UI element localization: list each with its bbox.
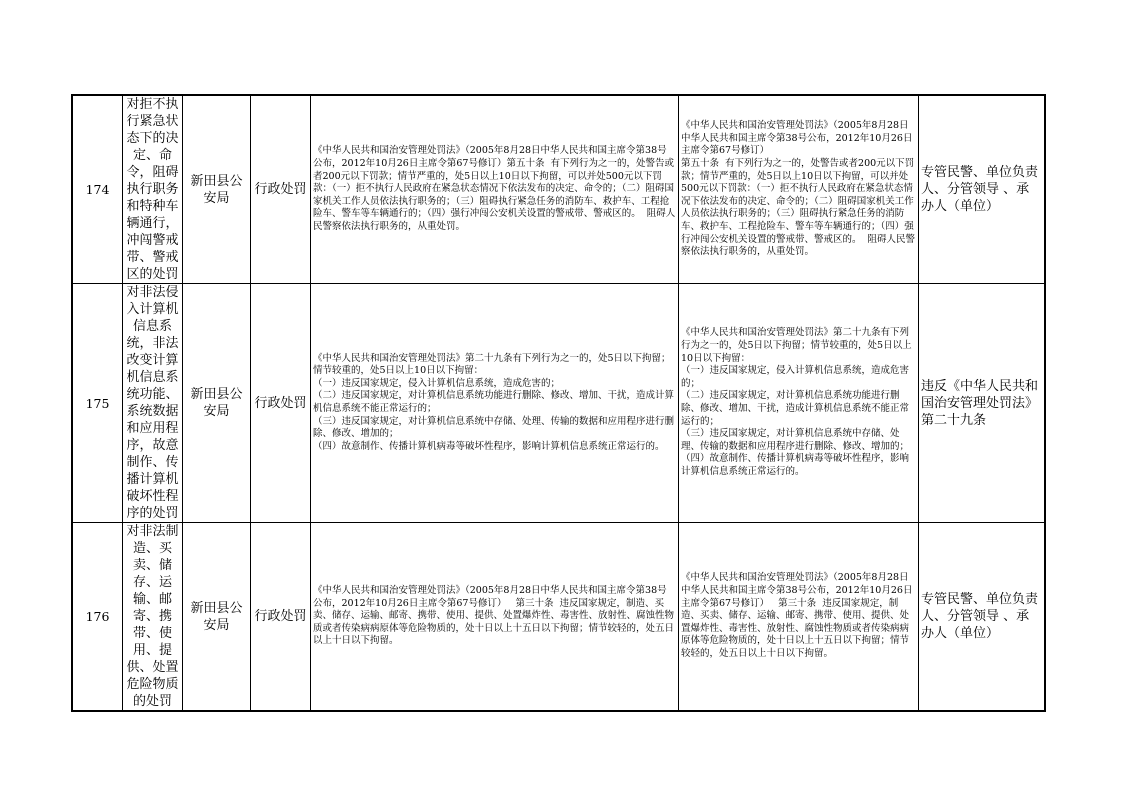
- legal-basis: 《中华人民共和国治安管理处罚法》（2005年8月28日中华人民共和国主席令第38号公布，2012年10月26日主席令第67号修订） 第三十条 违反国家规定，制造、买卖、储存、运输、邮寄、携带、使用、提供、处置爆炸性、毒害性、放射性、腐蚀性物质或者传染病病原体等危险物质的，处十日以上十五日以下拘留；情节较轻的，处五日以上十日以下拘留。: [311, 523, 679, 711]
- responsible-party: 违反《中华人民共和国治安管理处罚法》第二十九条: [919, 284, 1045, 523]
- table-row: [73, 96, 1045, 284]
- legal-basis: 《中华人民共和国治安管理处罚法》（2005年8月28日中华人民共和国主席令第38号公布，2012年10月26日主席令第67号修订）第五十条 有下列行为之一的，处警告或者200元以下罚款；情节严重的，处5日以上10日以下拘留，可以并处500元以下罚款：（一）拒不执行人民政府在紧急状态情况下依法发布的决定、命令的；（二）阻碍国家机关工作人员依法执行职务的；（三）阻碍执行紧急任务的消防车、救护车、工程抢险车、警车等车辆通行的；（四）强行冲闯公安机关设置的警戒带、警戒区的。 阻碍人民警察依法执行职务的，从重处罚。: [311, 96, 679, 284]
- table-row: [73, 523, 1045, 711]
- table-row: [73, 284, 1045, 523]
- row-number: 175: [73, 284, 123, 523]
- power-type: 行政处罚: [251, 284, 311, 523]
- responsible-party: 专管民警、单位负责人、分管领导 、承办人（单位）: [919, 96, 1045, 284]
- row-number: 174: [73, 96, 123, 284]
- legal-basis: 《中华人民共和国治安管理处罚法》第二十九条有下列行为之一的，处5日以下拘留；情节较重的，处5日以上10日以下拘留： （一）违反国家规定，侵入计算机信息系统，造成危害的； （二）违反国家规定，对计算机信息系统功能进行删除、修改、增加、干扰，造成计算机信息系统不能正常运行的； （三）违反国家规定，对计算机信息系统中存储、处理、传输的数据和应用程序进行删除、修改、增加的； （四）故意制作、传播计算机病毒等破坏性程序，影响计算机信息系统正常运行的。: [311, 284, 679, 523]
- penalty-standard: 《中华人民共和国治安管理处罚法》（2005年8月28日中华人民共和国主席令第38号公布，2012年10月26日主席令第67号修订） 第五十条 有下列行为之一的，处警告或者200元以下罚款；情节严重的，处5日以上10日以下拘留，可以并处500元以下罚款：（一）拒不执行人民政府在紧急状态情况下依法发布的决定、命令的；（二）阻碍国家机关工作人员依法执行职务的；（三）阻碍执行紧急任务的消防车、救护车、工程抢险车、警车等车辆通行的；（四）强行冲闯公安机关设置的警戒带、警戒区的。 阻碍人民警察依法执行职务的，从重处罚。: [679, 96, 919, 284]
- penalty-standard: 《中华人民共和国治安管理处罚法》（2005年8月28日中华人民共和国主席令第38号公布，2012年10月26日主席令第67号修订） 第三十条 违反国家规定，制造、买卖、储存、运输、邮寄、携带、使用、提供、处置爆炸性、毒害性、放射性、腐蚀性物质或者传染病病原体等危险物质的，处十日以上十五日以下拘留；情节较轻的，处五日以上十日以下拘留。: [679, 523, 919, 711]
- item-name: 对非法侵入计算机信息系统，非法改变计算机信息系统功能、系统数据和应用程序，故意制作、传播计算机破坏性程序的处罚: [123, 284, 183, 523]
- item-name: 对拒不执行紧急状态下的决定、命令，阻碍执行职务和特种车辆通行，冲闯警戒带、警戒区的处罚: [123, 96, 183, 284]
- penalty-table: [72, 95, 1045, 711]
- penalty-standard: 《中华人民共和国治安管理处罚法》第二十九条有下列行为之一的，处5日以下拘留；情节较重的，处5日以上10日以下拘留： （一）违反国家规定，侵入计算机信息系统，造成危害的； （二）违反国家规定，对计算机信息系统功能进行删除、修改、增加、干扰，造成计算机信息系统不能正常运行的； （三）违反国家规定，对计算机信息系统中存储、处理、传输的数据和应用程序进行删除、修改、增加的； （四）故意制作、传播计算机病毒等破坏性程序，影响计算机信息系统正常运行的。: [679, 284, 919, 523]
- responsible-party: 专管民警、单位负责人、分管领导 、承办人（单位）: [919, 523, 1045, 711]
- item-name: 对非法制造、买卖、储存、运输、邮寄、携带、使用、提供、处置危险物质的处罚: [123, 523, 183, 711]
- row-number: 176: [73, 523, 123, 711]
- department: 新田县公安局: [183, 96, 251, 284]
- department: 新田县公安局: [183, 523, 251, 711]
- power-type: 行政处罚: [251, 523, 311, 711]
- department: 新田县公安局: [183, 284, 251, 523]
- power-type: 行政处罚: [251, 96, 311, 284]
